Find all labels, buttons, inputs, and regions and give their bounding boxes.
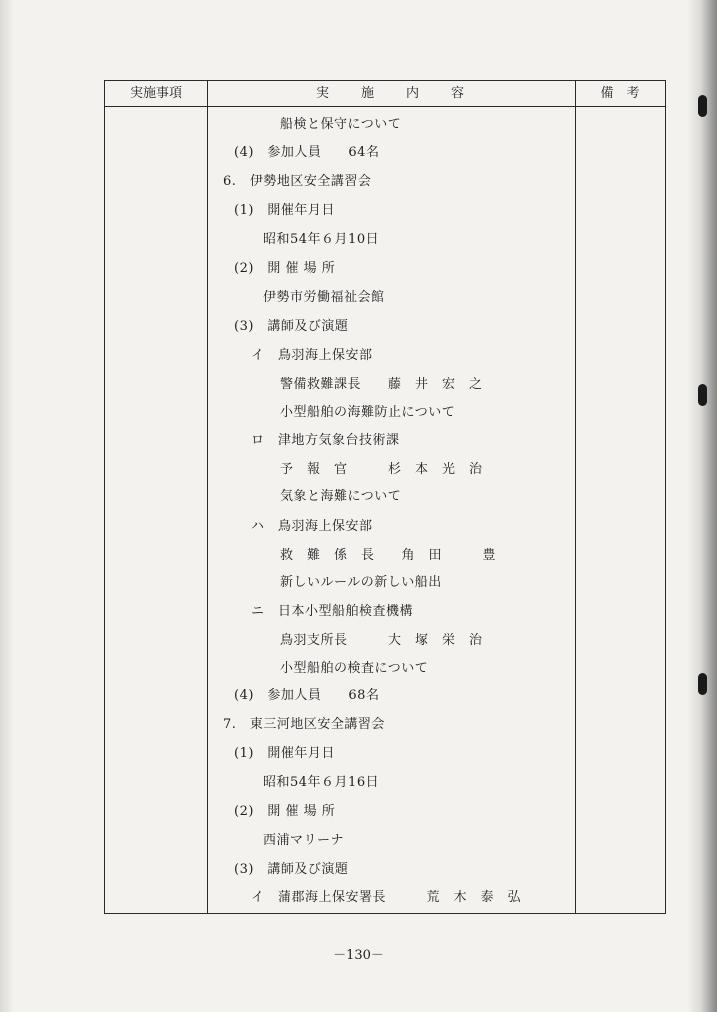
content-line: ニ 日本小型船舶検査機構 — [251, 604, 414, 619]
content-line: (3) 講師及び演題 — [234, 862, 349, 877]
header-remarks: 備 考 — [600, 86, 640, 101]
content-line: 小型船舶の検査について — [280, 661, 429, 676]
content-line: 昭和54年６月10日 — [263, 232, 380, 247]
content-line: ロ 津地方気象台技術課 — [251, 433, 400, 448]
content-line: (1) 開催年月日 — [234, 746, 335, 761]
content-line: 西浦マリーナ — [263, 833, 345, 848]
content-line: 伊勢市労働福祉会館 — [263, 290, 385, 305]
header-implementation-content: 実 施 内 容 — [315, 86, 466, 101]
section-heading: 7. 東三河地区安全講習会 — [223, 717, 385, 732]
content-line: (1) 開催年月日 — [234, 203, 335, 218]
section-heading: 6. 伊勢地区安全講習会 — [223, 174, 372, 189]
content-line: 小型船舶の海難防止について — [280, 405, 456, 420]
content-column — [207, 81, 575, 913]
content-line: 気象と海難について — [280, 489, 402, 504]
binding-hole — [698, 384, 707, 406]
document-table — [104, 80, 666, 914]
content-line: (3) 講師及び演題 — [234, 319, 349, 334]
content-line: (2) 開 催 場 所 — [234, 261, 336, 276]
content-line: 救 難 係 長 角 田 豊 — [280, 548, 497, 563]
content-line: イ 蒲郡海上保安署長 荒 木 泰 弘 — [251, 890, 522, 905]
content-line: (4) 参加人員 68名 — [234, 688, 380, 703]
content-line: 昭和54年６月16日 — [263, 775, 380, 790]
content-line: ハ 鳥羽海上保安部 — [251, 519, 373, 534]
binding-hole — [698, 95, 707, 117]
binding-hole — [698, 673, 707, 695]
column-divider — [575, 81, 576, 913]
content-line: 予 報 官 杉 本 光 治 — [280, 462, 483, 477]
content-line: 鳥羽支所長 大 塚 栄 治 — [280, 633, 483, 648]
content-line: 船検と保守について — [280, 117, 402, 132]
content-line: (4) 参加人員 64名 — [234, 145, 380, 160]
header-implementation-item: 実施事項 — [129, 86, 182, 101]
page-number: －130－ — [333, 948, 384, 963]
page-shadow-left — [0, 0, 14, 1012]
content-line: 新しいルールの新しい船出 — [280, 575, 442, 590]
content-line: (2) 開 催 場 所 — [234, 804, 336, 819]
content-line: イ 鳥羽海上保安部 — [251, 348, 373, 363]
page-binding-edge — [687, 0, 717, 1012]
content-line: 警備救難課長 藤 井 宏 之 — [280, 377, 483, 392]
